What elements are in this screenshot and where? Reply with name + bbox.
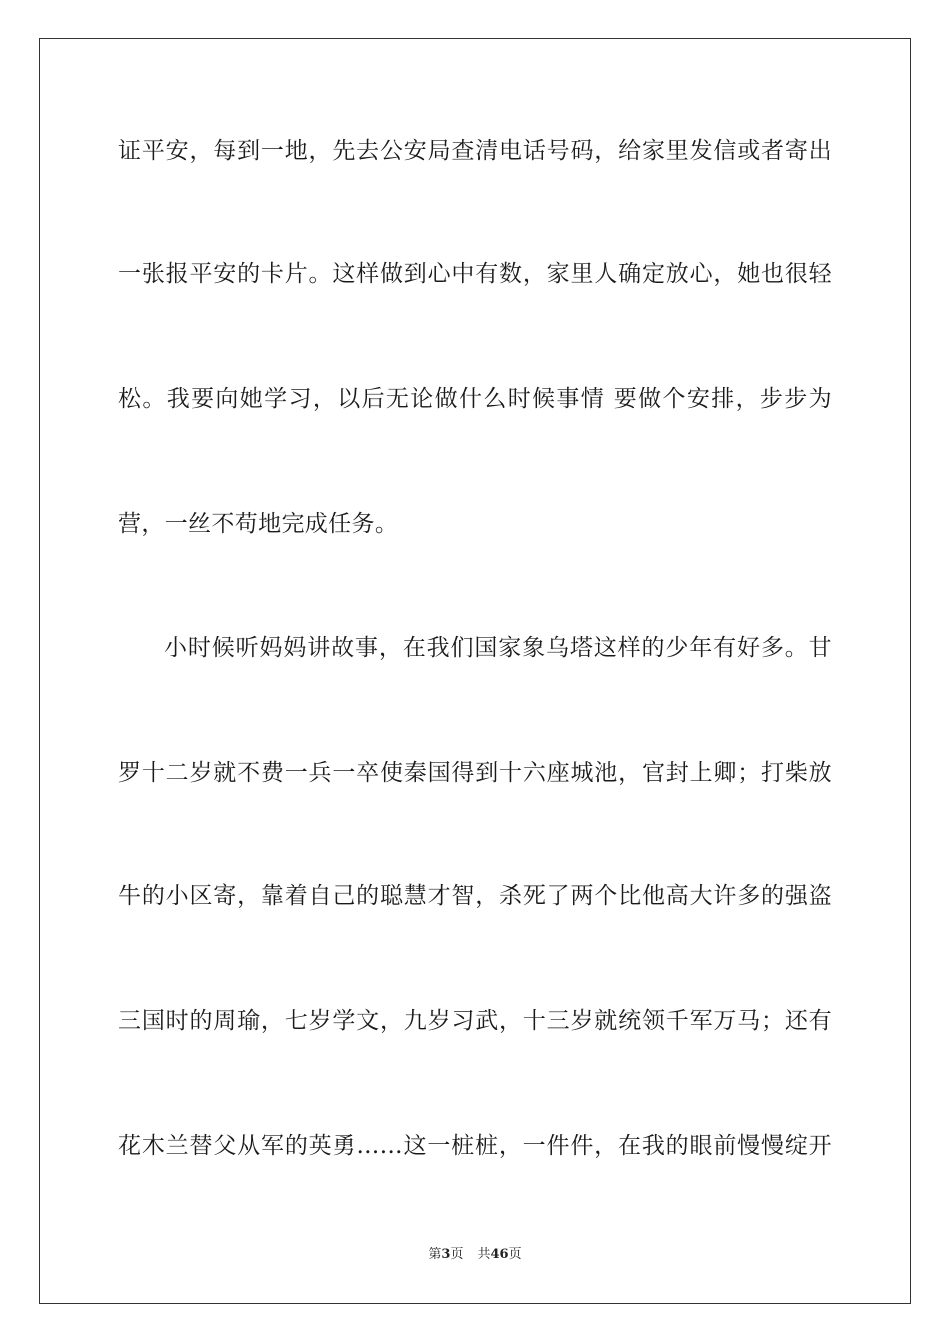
- footer-total-suffix: 页: [508, 1247, 522, 1262]
- footer-page-current: 3: [441, 1247, 451, 1262]
- footer-page-total: 46: [490, 1247, 509, 1262]
- text-line-9: 花木兰替父从军的英勇……这一桩桩，一件件，在我的眼前慢慢绽开: [118, 1133, 832, 1159]
- footer-page-suffix: 页: [450, 1247, 464, 1262]
- page-border: [39, 38, 911, 1304]
- footer-total-prefix: 共: [477, 1247, 491, 1262]
- text-line-7: 牛的小区寄，靠着自己的聪慧才智，杀死了两个比他高大许多的强盗: [118, 883, 832, 909]
- page-footer: [0, 1246, 950, 1264]
- text-line-1: 证平安，每到一地，先去公安局查清电话号码，给家里发信或者寄出: [118, 138, 832, 164]
- text-line-5: 小时候听妈妈讲故事，在我们国家象乌塔这样的少年有好多。甘: [164, 635, 832, 661]
- text-line-6: 罗十二岁就不费一兵一卒使秦国得到十六座城池，官封上卿；打柴放: [118, 760, 832, 786]
- footer-page-prefix: 第: [428, 1247, 442, 1262]
- text-line-8: 三国时的周瑜，七岁学文，九岁习武，十三岁就统领千军万马；还有: [118, 1008, 832, 1034]
- text-line-2: 一张报平安的卡片。这样做到心中有数，家里人确定放心，她也很轻: [118, 261, 832, 287]
- text-line-3: 松。我要向她学习，以后无论做什么时候事情 要做个安排，步步为: [118, 386, 832, 412]
- text-line-4: 营，一丝不苟地完成任务。: [118, 511, 399, 537]
